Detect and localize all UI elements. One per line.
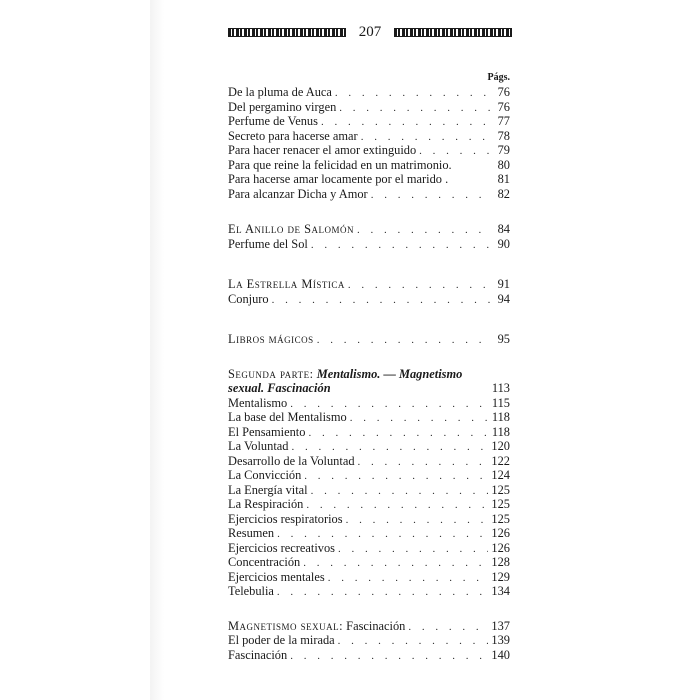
toc-entry: Fascinación . . . 140 [228, 648, 510, 663]
toc-entry: De la pluma de Auca . . . 76 [228, 85, 510, 100]
table-of-contents [228, 85, 510, 662]
toc-entry: Desarrollo de la Voluntad . . . 122 [228, 454, 510, 469]
toc-entry: Para hacer renacer el amor extinguido . . . 79 [228, 143, 510, 158]
running-header [228, 22, 512, 42]
toc-group-sexual-magnetism [228, 619, 510, 663]
toc-group-star [228, 277, 510, 306]
toc-entry: Perfume del Sol . . . 90 [228, 237, 510, 252]
toc-part-heading-line1: Segunda parte: Mentalismo. — Magnetismo [228, 366, 463, 381]
toc-entry: Concentración . . . 128 [228, 555, 510, 570]
left-ornament [228, 28, 346, 37]
toc-entry: La Energía vital . . . 125 [228, 483, 510, 498]
toc-group-solomon [228, 222, 510, 251]
toc-section-heading: La Estrella Mística . . . 91 [228, 277, 510, 292]
toc-entry: Ejercicios mentales . . . 129 [228, 570, 510, 585]
toc-entry: Ejercicios respiratorios . . . 125 [228, 512, 510, 527]
toc-entry: Resumen . . . 126 [228, 526, 510, 541]
toc-section-heading: Magnetismo sexual: Fascinación . . . 137 [228, 619, 510, 634]
toc-entry: La Convicción . . . 124 [228, 468, 510, 483]
toc-section-heading: Libros mágicos . . . 95 [228, 332, 510, 347]
toc-group-part-two [228, 367, 510, 599]
toc-entry: Para hacerse amar locamente por el marido . 81 [228, 172, 510, 186]
toc-entry: Ejercicios recreativos . . . 126 [228, 541, 510, 556]
right-ornament [394, 28, 512, 37]
toc-entry: Perfume de Venus . . . 77 [228, 114, 510, 129]
toc-entry: Mentalismo . . . 115 [228, 396, 510, 411]
toc-entry: El Pensamiento . . . 118 [228, 425, 510, 440]
toc-entry: Del pergamino virgen . . . 76 [228, 100, 510, 115]
toc-entry: Para alcanzar Dicha y Amor . . . 82 [228, 187, 510, 202]
toc-entry: La Voluntad . . . 120 [228, 439, 510, 454]
toc-group-books [228, 332, 510, 347]
page-number: 207 [358, 23, 382, 40]
pages-column-label: Págs. [487, 72, 510, 83]
toc-entry: Secreto para hacerse amar . . . 78 [228, 129, 510, 144]
toc-entry: Conjuro . . . 94 [228, 292, 510, 307]
toc-entry: Para que reine la felicidad en un matrimonio. 80 [228, 157, 510, 172]
toc-group-love-spells [228, 85, 510, 201]
toc-section-heading: El Anillo de Salomón . . . 84 [228, 222, 510, 237]
toc-entry: Telebulia . . . 134 [228, 584, 510, 599]
toc-part-heading-line2: sexual. Fascinación 113 [228, 381, 510, 395]
toc-entry: El poder de la mirada . . . 139 [228, 633, 510, 648]
page-gutter [150, 0, 164, 700]
toc-entry: La base del Mentalismo . . . 118 [228, 410, 510, 425]
toc-entry: La Respiración . . . 125 [228, 497, 510, 512]
